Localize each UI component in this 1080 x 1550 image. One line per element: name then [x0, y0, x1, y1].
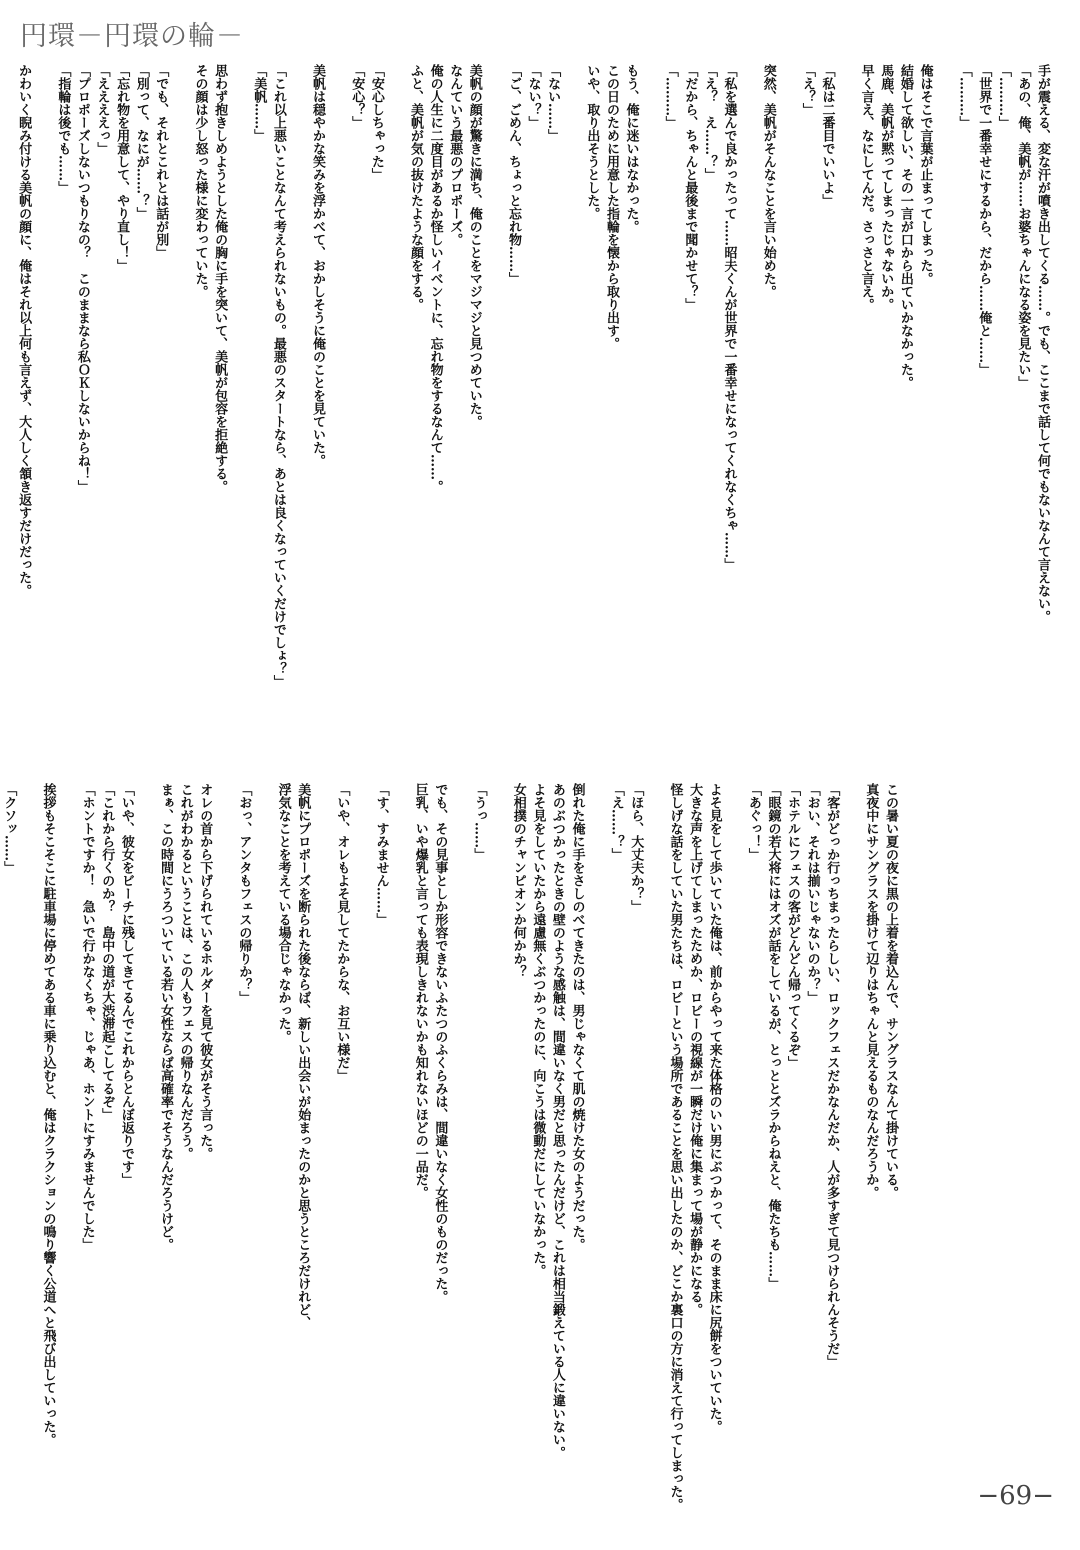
- text-line: 「す、すみません……」: [373, 783, 389, 926]
- text-line: 「プロポーズしないつもりなの？ このままなら私ＯＫしないからね！」: [74, 64, 90, 493]
- text-line: 美帆にプロポーズを断られた後ならば、新しい出会いが始まったのかと思うところだけれど、: [295, 783, 311, 1329]
- blank-line: [18, 783, 38, 1438]
- text-line: もう、俺に迷いはなかった。: [623, 64, 639, 233]
- text-line: 「あぐっ！」: [745, 783, 761, 861]
- text-line: 思わず抱きしめようとした俺の胸に手を突いて、美帆が包容を拒絶する。: [212, 64, 228, 493]
- upper-text-tier: [16, 64, 1052, 714]
- blank-line: [57, 783, 77, 1438]
- text-line: 真夜中にサングラスを掛けて辺りはちゃんと見えるものなんだろうか。: [863, 783, 879, 1199]
- text-line: その顔は少し怒った様に変わっていた。: [192, 64, 208, 298]
- blank-line: [288, 64, 308, 714]
- blank-line: [562, 64, 582, 714]
- text-line: 「別って、なにが……？」: [133, 64, 149, 220]
- text-line: 「いや、オレもよそ見してたからな、お互い様だ」: [334, 783, 350, 1082]
- blank-line: [641, 64, 661, 714]
- text-line: 突然、美帆がそんなことを言い始めた。: [760, 64, 776, 298]
- blank-line: [587, 783, 607, 1438]
- text-line: 「おい、それは揃いじゃないのか？」: [804, 783, 820, 1004]
- text-line: 「客がどっか行っちまったらしい、ロックフェスだかなんだか、人が多すぎて見つけられんそうだ」: [824, 783, 840, 1368]
- text-line: 「だから、ちゃんと最後まで聞かせて？」: [682, 64, 698, 311]
- text-line: 浮気なことを考えている場合じゃなかった。: [275, 783, 291, 1043]
- text-line: 「安心？」: [349, 64, 365, 129]
- blank-line: [391, 783, 411, 1438]
- text-line: 「うっ……」: [471, 783, 487, 861]
- page-number: −69−: [977, 1481, 1054, 1511]
- text-line: 「………」: [662, 64, 678, 129]
- text-line: なんていう最悪のプロポーズ。: [447, 64, 463, 246]
- blank-line: [0, 64, 14, 714]
- text-line: 「これから行くのか？ 島中の道が大渋滞起こしてるぞ」: [99, 783, 115, 1121]
- text-line: 「え？ え……？」: [701, 64, 717, 181]
- text-line: 「私は二番目でいいよ」: [819, 64, 835, 207]
- text-line: よそ見をして歩いていた俺は、前からやって来た体格のいい男にぶつかって、そのまま床に尻餅をついていた。: [706, 783, 722, 1433]
- text-line: 「あの、俺、美帆が……お婆ちゃんになる姿を見たい」: [1015, 64, 1031, 389]
- text-line: 美帆は穏やかな笑みを浮かべて、おかしそうに俺のことを見ていた。: [310, 64, 326, 467]
- text-line: でも、その見事としか形容できないふたつのふくらみは、間違いなく女性のものだった。: [432, 783, 448, 1303]
- blank-line: [778, 64, 798, 714]
- text-line: 「指輪は後でも……」: [55, 64, 71, 194]
- text-line: 「眼鏡の若大将にはオズが話をしているが、とっととズラからねえと、俺たちも……」: [765, 783, 781, 1290]
- text-line: よそ見をしていたから遠慮無くぶつかったのに、向こうは微動だにしていなかった。: [530, 783, 546, 1277]
- text-line: 「世界で一番幸せにするから、だから……俺と……」: [976, 64, 992, 376]
- text-line: かわいく睨み付ける美帆の顔に、俺はそれ以上何も言えず、大人しく頷き返すだけだった。: [16, 64, 32, 597]
- text-line: 「え？」: [799, 64, 815, 116]
- text-line: 俺の人生に二度目があるか怪しいイベントに、忘れ物をするなんて……。: [427, 64, 443, 493]
- text-line: まぁ、この時間にうろついている若い女性ならば高確率でそうなんだろうけど。: [158, 783, 174, 1251]
- blank-line: [489, 783, 509, 1438]
- text-line: オレの首から下げられているホルダーを見て彼女がそう言った。: [197, 783, 213, 1160]
- text-line: 「美帆……」: [251, 64, 267, 142]
- text-line: 「おっ、アンタもフェスの帰りか？」: [236, 783, 252, 1004]
- text-line: 「ホテルにフェスの客がどんどん帰ってくるぞ」: [785, 783, 801, 1069]
- text-line: 倒れた俺に手をさしのべてきたのは、男じゃなくて肌の焼けた女のようだった。: [569, 783, 585, 1251]
- text-line: 「ない……」: [545, 64, 561, 142]
- text-line: 「え……？」: [608, 783, 624, 861]
- lower-text-tier: [1, 783, 900, 1511]
- blank-line: [449, 783, 469, 1438]
- blank-line: [170, 64, 190, 714]
- text-line: 挨拶もそこそこに駐車場に停めてある車に乗り込むと、俺はクラクションの鳴り響く公道へと飛び出していった。: [40, 783, 56, 1446]
- text-line: 美帆の顔が驚きに満ち、俺のことをマジマジと見つめていた。: [466, 64, 482, 428]
- text-line: 「いや、彼女をビーチに残してきてるんでこれからとんぼ返りです」: [118, 783, 134, 1186]
- text-line: 「でも、それとこれとは話が別」: [153, 64, 169, 259]
- blank-line: [836, 64, 856, 714]
- text-line: 馬鹿、美帆が黙ってしまったじゃないか。: [878, 64, 894, 311]
- text-line: 「私を選んで良かったって……昭夫くんが世界で一番幸せになってくれなくちゃ……」: [721, 64, 737, 571]
- text-line: 「ホントですか！ 急いで行かなくちゃ、じゃあ、ホントにすみませんでした」: [79, 783, 95, 1251]
- blank-line: [739, 64, 759, 714]
- text-line: 結婚して欲しい、その一言が口から出ていかなかった。: [897, 64, 913, 389]
- text-line: 「ご、ごめん、ちょっと忘れ物……」: [505, 64, 521, 285]
- text-line: 「ほら、大丈夫か？」: [628, 783, 644, 913]
- text-line: 「忘れ物を用意して、やり直し！」: [114, 64, 130, 272]
- blank-line: [934, 64, 954, 714]
- text-line: あのぶつかったときの壁のような感触は、間違いなく男だと思ったんだけど、これは相当鍛えている人に違いない。: [549, 783, 565, 1459]
- blank-line: [351, 783, 371, 1438]
- text-line: ふと、美帆が気の抜けたような顔をする。: [408, 64, 423, 311]
- text-line: この暑い夏の夜に黒の上着を着込んで、サングラスなんて掛けている。: [883, 783, 898, 1199]
- text-line: 俺はそこで言葉が止まってしまった。: [917, 64, 933, 285]
- blank-line: [327, 64, 347, 714]
- text-line: これがわかるということは、この人もフェスの帰りなんだろう。: [177, 783, 193, 1160]
- text-line: 大きな声を上げてしまったためか、ロビーの視線が一瞬だけ俺に集まって場が静かになる。: [687, 783, 703, 1316]
- text-line: いや、取り出そうとした。: [584, 64, 600, 220]
- blank-line: [841, 783, 861, 1438]
- text-line: 「ない？」: [525, 64, 541, 129]
- blank-line: [229, 64, 249, 714]
- text-line: 手が震える、変な汗が噴き出してくる……。でも、ここまで話して何でもないなんて言えない。: [1035, 64, 1050, 623]
- blank-line: [214, 783, 234, 1438]
- text-line: 「安心しちゃった」: [368, 64, 384, 181]
- blank-line: [724, 783, 744, 1438]
- text-line: 「………」: [956, 64, 972, 129]
- text-line: 巨乳、いや爆乳と言っても表現しきれないかも知れないほどの一品だ。: [412, 783, 428, 1199]
- blank-line: [33, 64, 53, 714]
- blank-line: [312, 783, 332, 1438]
- text-line: 「クソッ……」: [1, 783, 17, 874]
- text-line: この日のために用意した指輪を懐から取り出す。: [603, 64, 619, 350]
- text-line: 「………」: [995, 64, 1011, 129]
- text-line: 早く言え、なにしてんだ。さっさと言え。: [858, 64, 874, 311]
- text-line: 「これ以上悪いことなんて考えられないもの。最悪のスタートなら、あとは良くなっていくだけでしょ？」: [270, 64, 286, 688]
- blank-line: [484, 64, 504, 714]
- text-line: 怪しげな話をしていた男たちは、ロビーという場所であることを思い出したのか、どこか裏口の方に消えて行ってしまった。: [667, 783, 683, 1511]
- blank-line: [253, 783, 273, 1438]
- blank-line: [386, 64, 406, 714]
- blank-line: [136, 783, 156, 1438]
- text-line: 「ええええっ」: [94, 64, 110, 155]
- running-header: 円環－円環の輪－: [20, 21, 244, 52]
- blank-line: [645, 783, 665, 1438]
- text-line: 女相撲のチャンピオンか何かか？: [510, 783, 526, 978]
